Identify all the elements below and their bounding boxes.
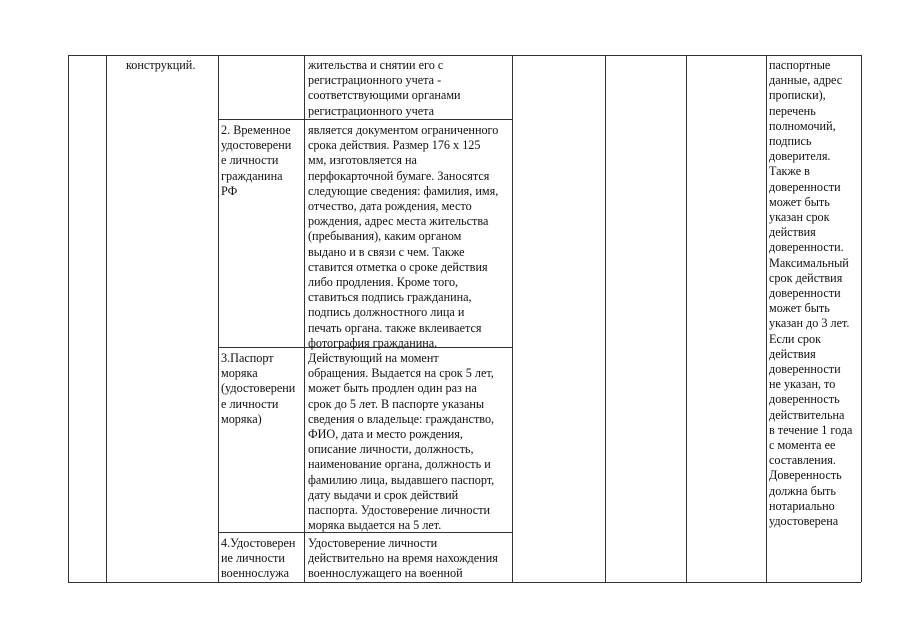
- column-divider: [304, 55, 305, 582]
- column-divider: [106, 55, 107, 582]
- table-top-border: [68, 55, 861, 56]
- cell-text: Действующий на момент обращения. Выдается на срок 5 лет, может быть продлен один раз на срок до 5 лет. В паспорте указаны сведения о владельце: гражданство, ФИО, дата и место рождения, описание личности, должность, наименование органа, должность и фамилию лица, выдавшего паспорт, дату выдачи и срок действий паспорта. Удостоверение личности моряка выдается на 5 лет.: [308, 351, 495, 533]
- cell-text: 3.Паспорт моряка (удостоверени е личности моряка): [221, 351, 296, 426]
- cell-text: конструкций.: [126, 58, 196, 72]
- table-left-border: [68, 55, 69, 582]
- cell-text: является документом ограниченного срока действия. Размер 176 х 125 мм, изготовляется на перфокарточной бумаге. Заносятся следующие сведения: фамилия, имя, отчество, дата рождения, место рождения, адрес места жительства (пребывания), каким органом выдано и в связи с чем. Также ставится отметка о сроке действия либо продления. Кроме того, ставиться подпись гражданина, подпись должностного лица и печать органа. также вклеивается фотография гражданина.: [308, 123, 499, 350]
- column-divider: [512, 55, 513, 582]
- table-right-border: [861, 55, 862, 582]
- cell-text: 4.Удостоверен ие личности военнослужа: [221, 536, 296, 581]
- column-divider: [766, 55, 767, 582]
- row-divider: [218, 119, 512, 120]
- column-divider: [218, 55, 219, 582]
- column-divider: [686, 55, 687, 582]
- column-divider: [605, 55, 606, 582]
- cell-text: Удостоверение личности действительно на время нахождения военнослужащего на военной: [308, 536, 498, 581]
- cell-text: 2. Временное удостоверени е личности гражданина РФ: [221, 123, 292, 198]
- table-bottom-border: [68, 582, 861, 583]
- cell-text: жительства и снятии его с регистрационного учета - соответствующими органами регистрационного учета: [308, 58, 461, 118]
- cell-text: паспортные данные, адрес прописки), перечень полномочий, подпись доверителя. Также в доверенности может быть указан срок действия доверенности. Максимальный срок действия доверенности может быть указан до 3 лет. Если срок действия доверенности не указан, то доверенность действительна в течение 1 года с момента ее составления. Доверенность должна быть нотариально удостоверена: [769, 58, 853, 529]
